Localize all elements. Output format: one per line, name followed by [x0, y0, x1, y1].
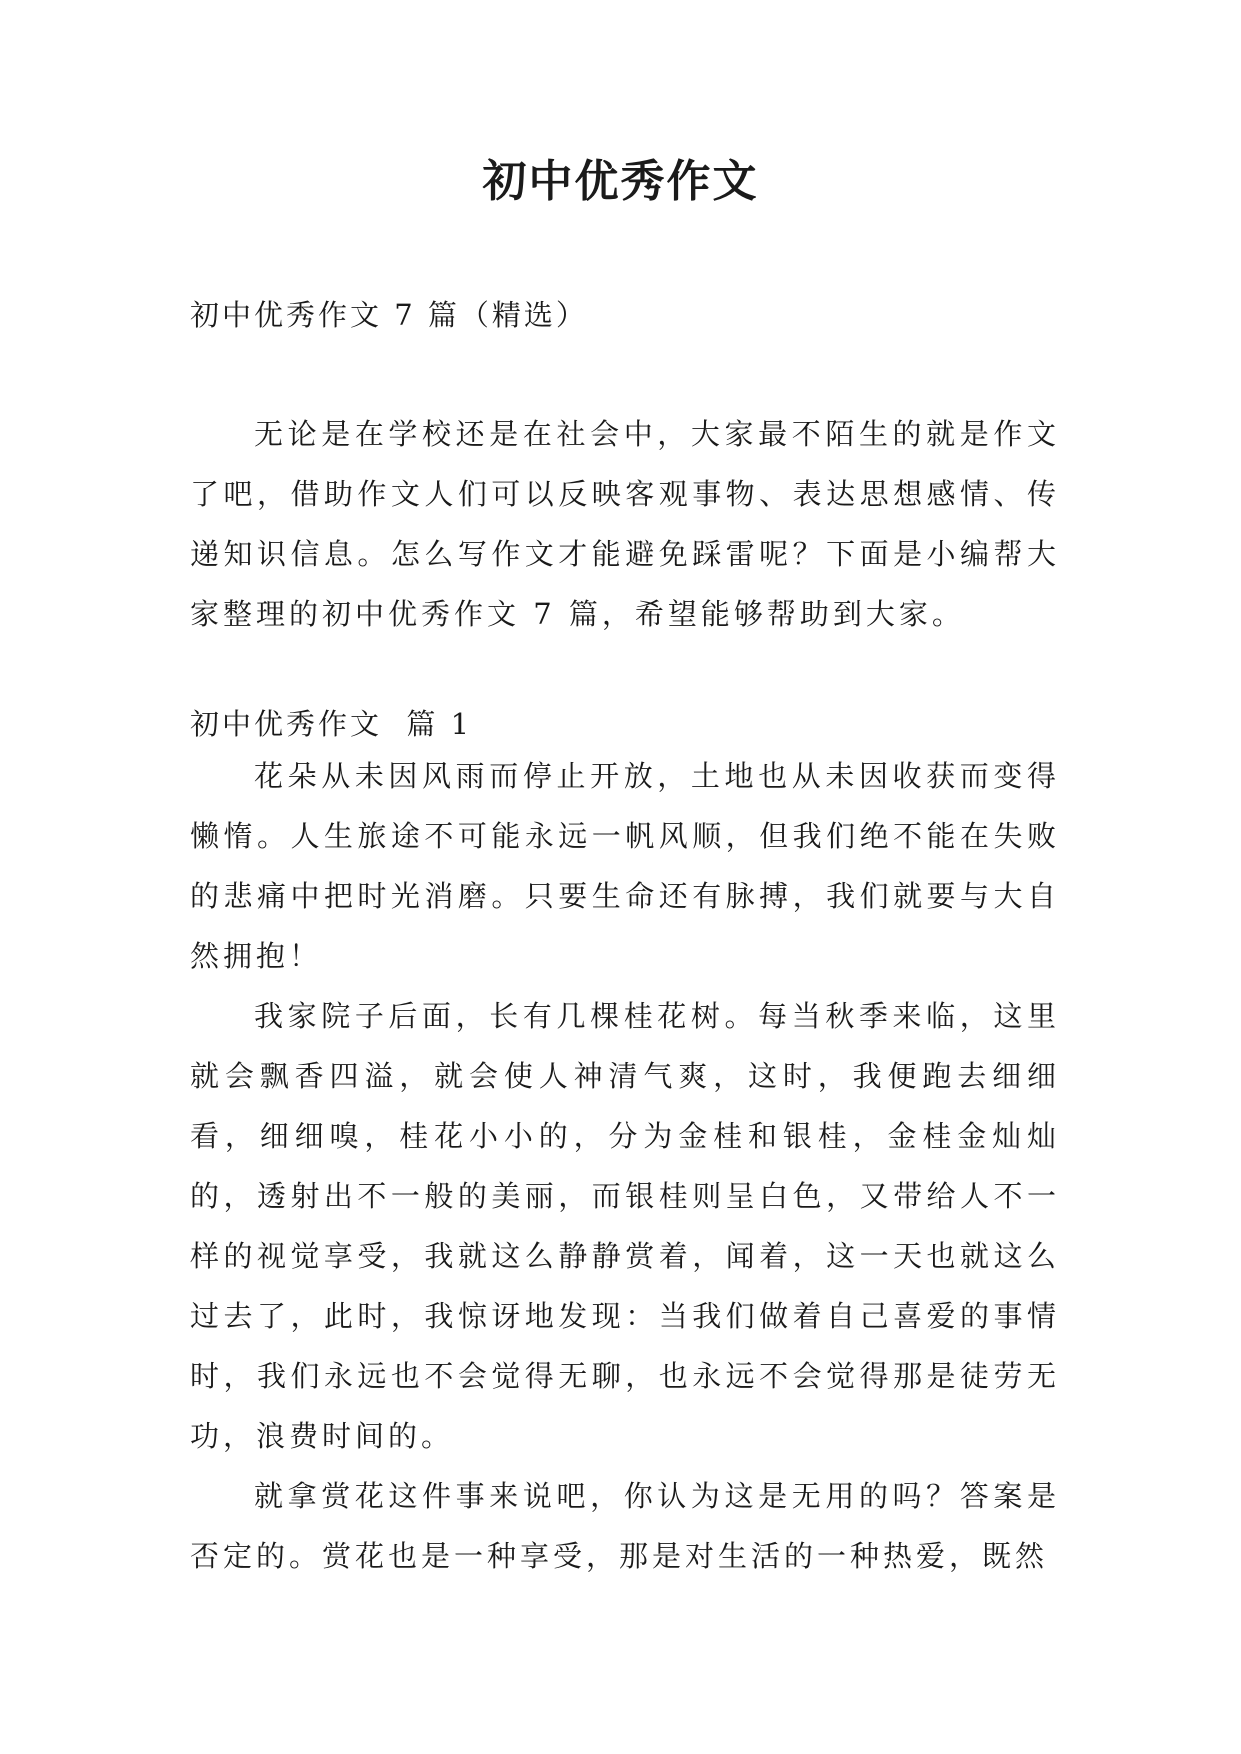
section-heading: 初中优秀作文 篇 1	[190, 707, 473, 741]
body-paragraph: 就拿赏花这件事来说吧，你认为这是无用的吗？答案是否定的。赏花也是一种享受，那是对生活的一种热爱，既然	[190, 1479, 1060, 1573]
intro-paragraph: 无论是在学校还是在社会中，大家最不陌生的就是作文了吧，借助作文人们可以反映客观事物、表达思想感情、传递知识信息。怎么写作文才能避免踩雷呢？下面是小编帮大家整理的初中优秀作文 7 篇，希望能够帮助到大家。	[190, 417, 1060, 631]
body-paragraph: 花朵从未因风雨而停止开放，土地也从未因收获而变得懒惰。人生旅途不可能永远一帆风顺，但我们绝不能在失败的悲痛中把时光消磨。只要生命还有脉搏，我们就要与大自然拥抱！	[190, 759, 1060, 973]
body-paragraph: 我家院子后面，长有几棵桂花树。每当秋季来临，这里就会飘香四溢，就会使人神清气爽，这时，我便跑去细细看，细细嗅，桂花小小的，分为金桂和银桂，金桂金灿灿的，透射出不一般的美丽，而银桂则呈白色，又带给人不一样的视觉享受，我就这么静静赏着，闻着，这一天也就这么过去了，此时，我惊讶地发现：当我们做着自己喜爱的事情时，我们永远也不会觉得无聊，也永远不会觉得那是徒劳无功，浪费时间的。	[190, 999, 1060, 1453]
document-title: 初中优秀作文	[482, 156, 759, 207]
document-subtitle: 初中优秀作文 7 篇（精选）	[190, 298, 588, 332]
